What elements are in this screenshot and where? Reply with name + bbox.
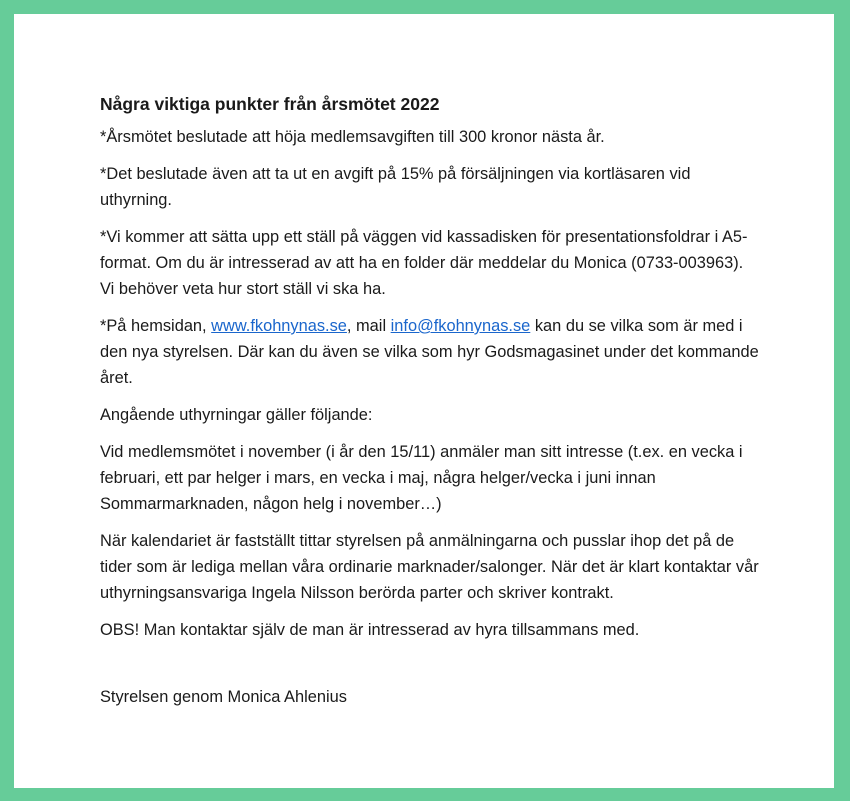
paragraph-rental-request: Vid medlemsmötet i november (i år den 15/11) anmäler man sitt intresse (t.ex. en vecka i februari, ett par helger i mars, en vecka i maj, några helger/vecka i juni innan Sommarmarknaden, någon helg i november…) xyxy=(100,443,743,513)
document-body xyxy=(100,92,760,721)
paragraph-calendar: När kalendariet är fastställt tittar styrelsen på anmälningarna och pusslar ihop det på de tider som är lediga mellan våra ordinarie marknader/salonger. När det är klart kontaktar vår uthyrningsansvariga Ingela Nilsson berörda parter och skriver kontrakt. xyxy=(100,532,759,602)
website-suffix: kan du se vilka som är med i den nya styrelsen. Där kan du även se vilka som hyr Godsmagasinet under det kommande året. xyxy=(100,317,759,387)
document-title: Några viktiga punkter från årsmötet 2022 xyxy=(100,94,440,114)
email-link[interactable]: info@fkohnynas.se xyxy=(390,317,531,335)
paragraph-website xyxy=(100,313,760,391)
paragraph-folder-stand: *Vi kommer att sätta upp ett ställ på väggen vid kassadisken för presentationsfoldrar i A5-format. Om du är intresserad av att ha en folder där meddelar du Monica (0733-003963). Vi behöver veta hur stort ställ vi ska ha. xyxy=(100,228,748,298)
paragraph-rentals-heading: Angående uthyrningar gäller följande: xyxy=(100,406,373,424)
paragraph-membership-fee: *Årsmötet beslutade att höja medlemsavgiften till 300 kronor nästa år. xyxy=(100,128,605,146)
document-page xyxy=(14,14,834,788)
mail-prefix: , mail xyxy=(346,317,391,335)
website-prefix: *På hemsidan, xyxy=(100,317,212,335)
website-link[interactable]: www.fkohnynas.se xyxy=(211,317,347,335)
paragraph-note: OBS! Man kontaktar själv de man är intresserad av hyra tillsammans med. xyxy=(100,621,640,639)
signature: Styrelsen genom Monica Ahlenius xyxy=(100,688,347,706)
paragraph-card-reader-fee: *Det beslutade även att ta ut en avgift på 15% på försäljningen via kortläsaren vid uthyrning. xyxy=(100,165,691,209)
